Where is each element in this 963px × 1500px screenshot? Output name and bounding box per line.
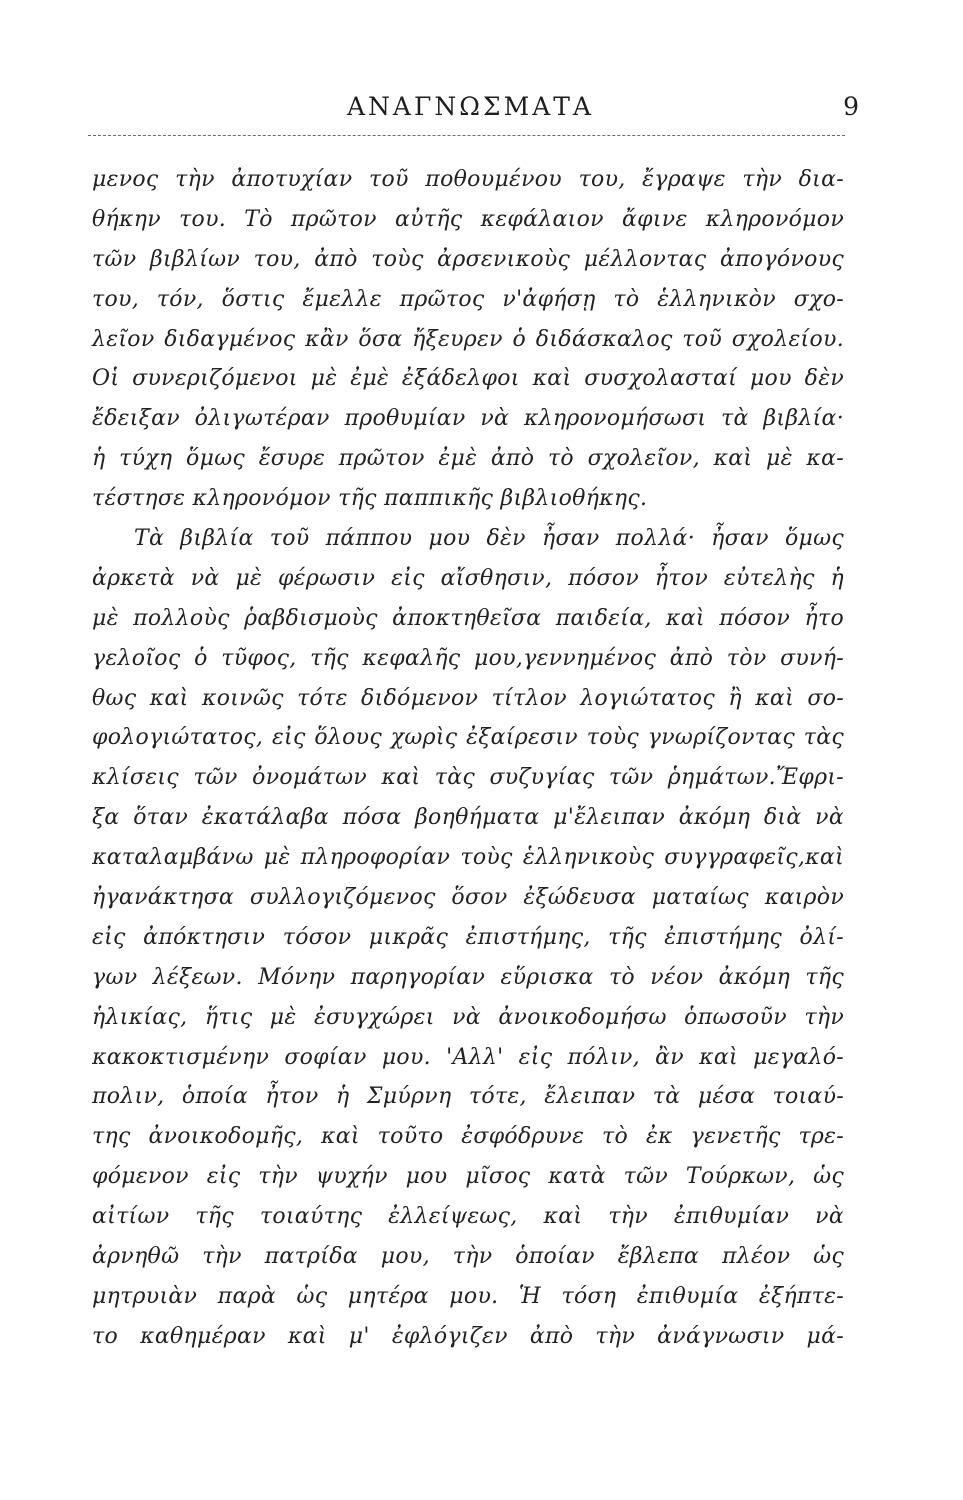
text-line: ἡλικίας, ἥτις μὲ ἐσυγχώρει νὰ ἀνοικοδομήσω ὁπωσοῦν τὴν <box>92 1004 844 1030</box>
text-line: μητρυιὰν παρὰ ὡς μητέρα μου. Ἡ τόση ἐπιθυμία ἐξήπτε- <box>92 1283 844 1309</box>
text-line: ἡ τύχη ὅμως ἔσυρε πρῶτον ἐμὲ ἀπὸ τὸ σχολεῖον, καὶ μὲ κα- <box>92 446 844 472</box>
text-line: θήκην του. Τὸ πρῶτον αὐτῆς κεφάλαιον ἄφινε κληρονόμον <box>92 206 844 232</box>
running-head <box>88 92 859 126</box>
text-line: ἀρνηθῶ τὴν πατρίδα μου, τὴν ὁποίαν ἔβλεπα πλέον ὡς <box>92 1244 844 1270</box>
text-line: το καθημέραν καὶ μ' ἐφλόγιζεν ἀπὸ τὴν ἀνάγνωσιν μά- <box>92 1323 844 1349</box>
text-line: καταλαμβάνω μὲ πληροφορίαν τοὺς ἑλληνικοὺς συγγραφεῖς,καὶ <box>92 845 844 871</box>
text-line: πολιν, ὁποία ἦτον ἡ Σμύρνη τότε, ἔλειπαν τὰ μέσα τοιαύ- <box>92 1084 844 1110</box>
text-line: εἰς ἀπόκτησιν τόσον μικρᾶς ἐπιστήμης, τῆς ἐπιστήμης ὀλί- <box>92 924 844 950</box>
text-line: γελοῖος ὁ τῦφος, τῆς κεφαλῆς μου,γεννημένος ἀπὸ τὸν συνή- <box>92 645 844 671</box>
text-line: του, τόν, ὅστις ἔμελλε πρῶτος ν'ἀφήσῃ τὸ ἑλληνικὸν σχο- <box>92 286 844 312</box>
text-line: ἠγανάκτησα συλλογιζόμενος ὅσον ἐξώδευσα ματαίως καιρὸν <box>92 885 844 911</box>
text-line: τῶν βιβλίων του, ἀπὸ τοὺς ἀρσενικοὺς μέλλοντας ἀπογόνους <box>92 246 844 272</box>
text-line: της ἀνοικοδομῆς, καὶ τοῦτο ἐσφόδρυνε τὸ ἐκ γενετῆς τρε- <box>92 1124 844 1150</box>
text-line: κακοκτισμένην σοφίαν μου. 'Αλλ' εἰς πόλιν, ἂν καὶ μεγαλό- <box>92 1044 844 1070</box>
page-number: 9 <box>843 92 859 121</box>
text-line: λεῖον διδαγμένος κἂν ὅσα ἤξευρεν ὁ διδάσκαλος τοῦ σχολείου. <box>92 326 844 352</box>
text-line: φολογιώτατος, εἰς ὅλους χωρὶς ἐξαίρεσιν τοὺς γνωρίζοντας τὰς <box>92 725 844 751</box>
text-line: μενος τὴν ἀποτυχίαν τοῦ ποθουμένου του, ἔγραψε τὴν δια- <box>92 167 844 192</box>
text-line: Τὰ βιβλία τοῦ πάππου μου δὲν ἦσαν πολλά· ἦσαν ὅμως <box>134 526 844 552</box>
text-line: ἔδειξαν ὀλιγωτέραν προθυμίαν νὰ κληρονομήσωσι τὰ βιβλία· <box>92 406 844 432</box>
text-line: Οἱ συνεριζόμενοι μὲ ἐμὲ ἐξάδελφοι καὶ συσχολασταί μου δὲν <box>92 366 844 392</box>
text-line: θως καὶ κοινῶς τότε διδόμενον τίτλον λογιώτατος ἢ καὶ σο- <box>92 685 844 711</box>
running-head-title: ΑΝΑΓΝΩΣΜΑΤΑ <box>347 92 594 121</box>
body-text <box>92 160 844 1357</box>
text-line: αἰτίων τῆς τοιαύτης ἐλλείψεως, καὶ τὴν ἐπιθυμίαν νὰ <box>92 1204 844 1230</box>
text-line: κλίσεις τῶν ὀνομάτων καὶ τὰς συζυγίας τῶν ῥημάτων.Ἔφρι- <box>92 765 844 791</box>
text-line: μὲ πολλοὺς ῥαβδισμοὺς ἀποκτηθεῖσα παιδεία, καὶ πόσον ἦτο <box>92 605 844 631</box>
text-line: ἀρκετὰ νὰ μὲ φέρωσιν εἰς αἴσθησιν, πόσον ἦτον εὐτελὴς ἡ <box>92 565 844 591</box>
text-line: γων λέξεων. Μόνην παρηγορίαν εὕρισκα τὸ νέον ἀκόμη τῆς <box>92 964 844 990</box>
text-line: φόμενον εἰς τὴν ψυχήν μου μῖσος κατὰ τῶν Τούρκων, ὡς <box>92 1164 844 1190</box>
text-line: τέστησε κληρονόμον τῆς παππικῆς βιβλιοθήκης. <box>92 486 648 512</box>
text-line: ξα ὅταν ἐκατάλαβα πόσα βοηθήματα μ'ἔλειπαν ἀκόμη διὰ νὰ <box>92 805 844 831</box>
header-rule <box>88 135 845 136</box>
